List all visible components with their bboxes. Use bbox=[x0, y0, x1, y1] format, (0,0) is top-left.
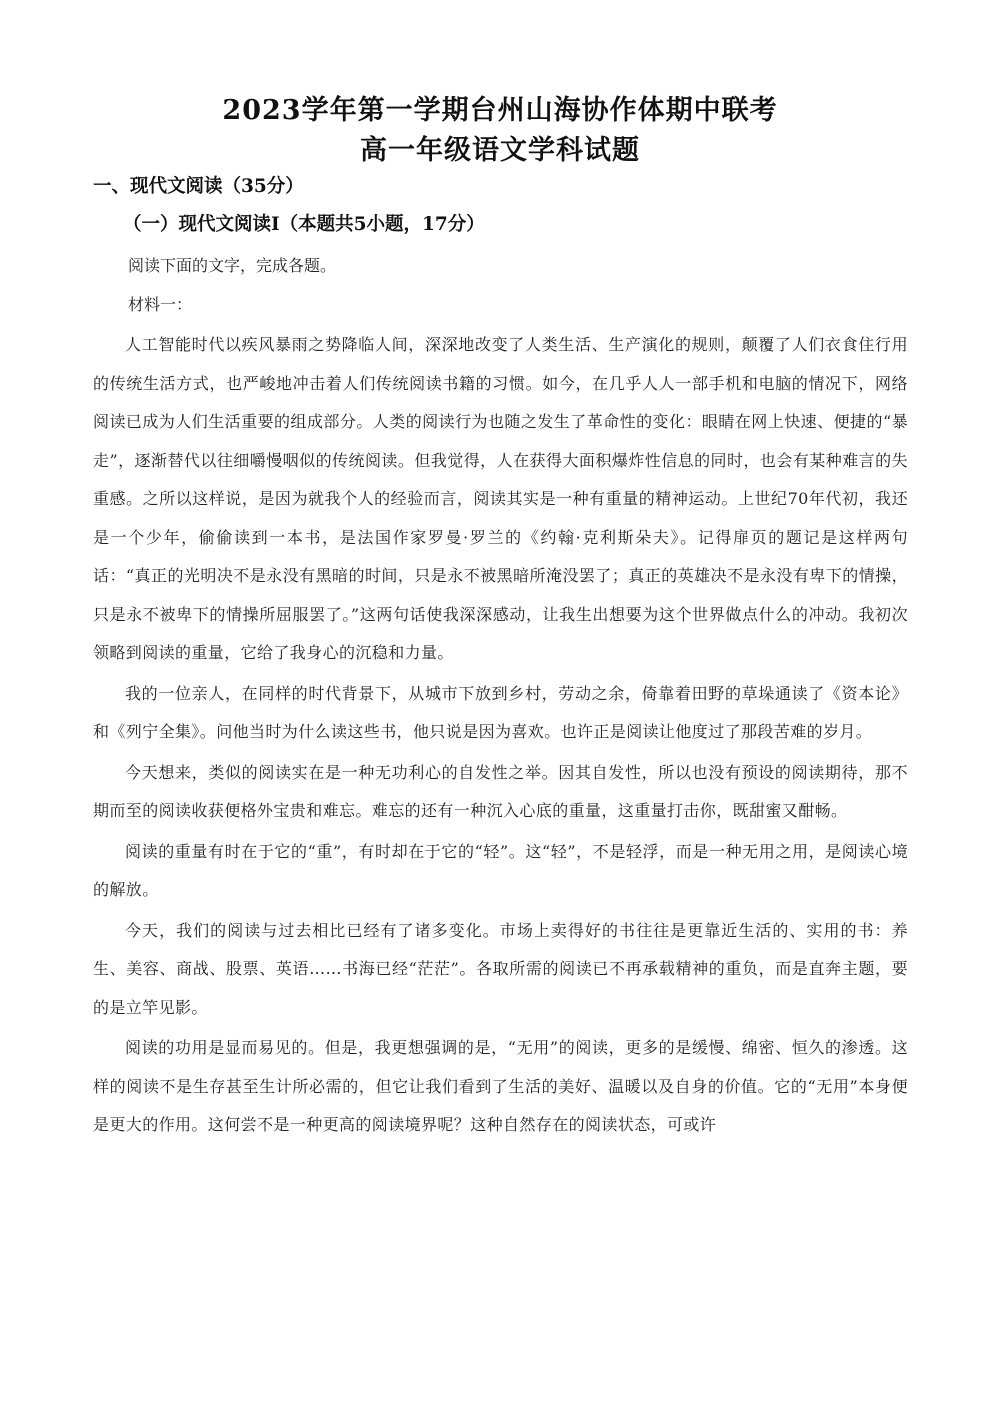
reading-instruction: 阅读下面的文字，完成各题。 bbox=[128, 256, 337, 275]
passage-paragraph: 阅读的重量有时在于它的“重”，有时却在于它的“轻”。这“轻”，不是轻浮，而是一种无用之用，是阅读心境的解放。 bbox=[93, 841, 908, 899]
exam-title: 2023学年第一学期台州山海协作体期中联考 bbox=[222, 95, 778, 126]
passage-paragraph: 阅读的功用是显而易见的。但是，我更想强调的是，“无用”的阅读，更多的是缓慢、绵密、恒久的渗透。这样的阅读不是生存甚至生计所必需的，但它让我们看到了生活的美好、温暖以及自身的价值。它的“无用”本身便是更大的作用。这何尝不是一种更高的阅读境界呢？这种自然存在的阅读状态，可或许 bbox=[93, 1038, 908, 1134]
exam-subtitle: 高一年级语文学科试题 bbox=[360, 135, 640, 166]
passage-paragraph: 今天，我们的阅读与过去相比已经有了诸多变化。市场上卖得好的书往往是更靠近生活的、实用的书：养生、美容、商战、股票、英语……书海已经“茫茫”。各取所需的阅读已不再承载精神的重负，而是直奔主题，要的是立竿见影。 bbox=[93, 920, 908, 1017]
passage-paragraph: 人工智能时代以疾风暴雨之势降临人间，深深地改变了人类生活、生产演化的规则，颠覆了人们衣食住行用的传统生活方式，也严峻地冲击着人们传统阅读书籍的习惯。如今，在几乎人人一部手机和电脑的情况下，网络阅读已成为人们生活重要的组成部分。人类的阅读行为也随之发生了革命性的变化：眼睛在网上快速、便捷的“暴走”，逐渐替代以往细嚼慢咽似的传统阅读。但我觉得，人在获得大面积爆炸性信息的同时，也会有某种难言的失重感。之所以这样说，是因为就我个人的经验而言，阅读其实是一种有重量的精神运动。上世纪70年代初，我还是一个少年，偷偷读到一本书，是法国作家罗曼·罗兰的《约翰·克利斯朵夫》。记得扉页的题记是这样两句话：“真正的光明决不是永没有黑暗的时间，只是永不被黑暗所淹没罢了；真正的英雄决不是永没有卑下的情操，只是永不被卑下的情操所屈服罢了。”这两句话使我深深感动，让我生出想要为这个世界做点什么的冲动。我初次领略到阅读的重量，它给了我身心的沉稳和力量。 bbox=[93, 335, 908, 662]
passage-body bbox=[93, 326, 908, 1147]
material-label: 材料一： bbox=[128, 295, 193, 314]
passage-paragraph: 今天想来，类似的阅读实在是一种无功利心的自发性之举。因其自发性，所以也没有预设的阅读期待，那不期而至的阅读收获便格外宝贵和难忘。难忘的还有一种沉入心底的重量，这重量打击你，既甜蜜又酣畅。 bbox=[93, 762, 908, 820]
passage-paragraph: 我的一位亲人，在同样的时代背景下，从城市下放到乡村，劳动之余，倚靠着田野的草垛通读了《资本论》和《列宁全集》。问他当时为什么读这些书，他只说是因为喜欢。也许正是阅读让他度过了那段苦难的岁月。 bbox=[93, 683, 908, 741]
subsection-heading: （一）现代文阅读Ⅰ（本题共5小题，17分） bbox=[123, 214, 485, 235]
section-heading: 一、现代文阅读（35分） bbox=[93, 176, 304, 197]
